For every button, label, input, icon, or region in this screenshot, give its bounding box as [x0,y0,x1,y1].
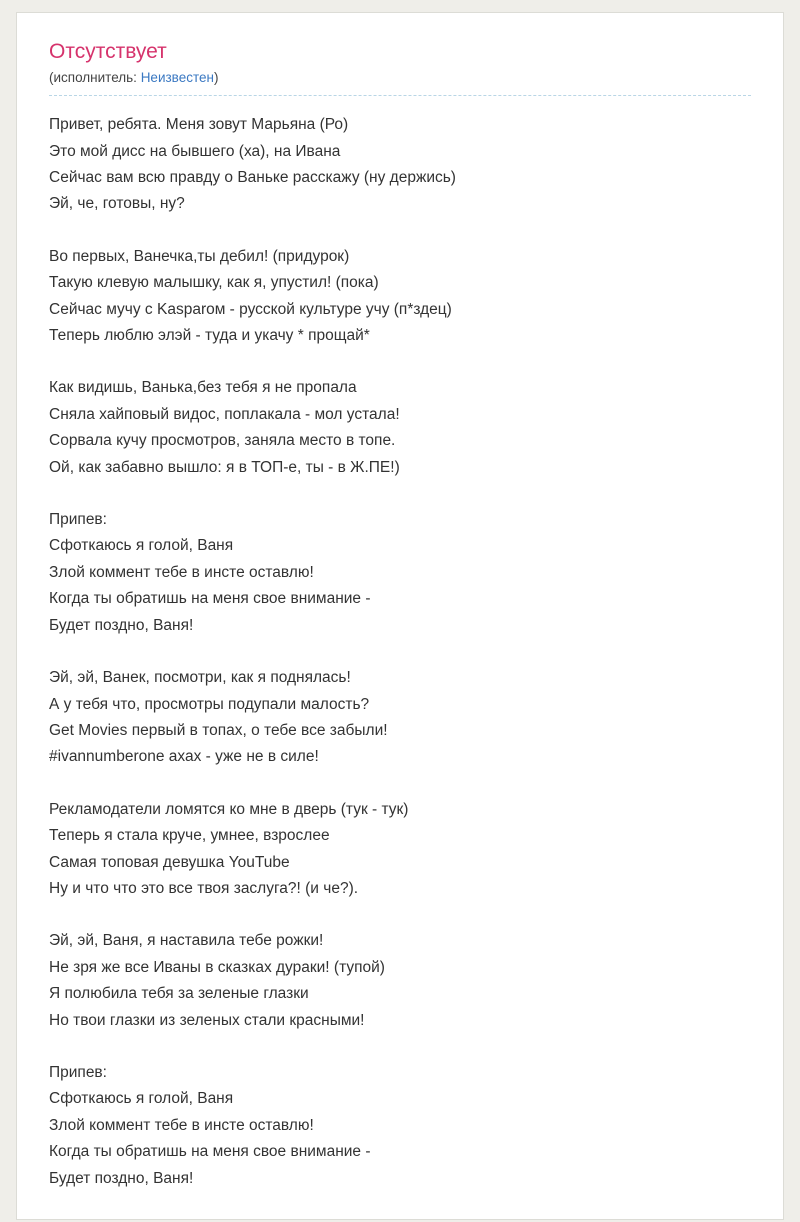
lyrics-line: Как видишь, Ванька,без тебя я не пропала [49,379,357,397]
artist-line [49,70,751,96]
lyrics-line: Сфоткаюсь я голой, Ваня [49,537,234,555]
lyrics-line: Ой, как забавно вышло: я в ТОП-е, ты - в Ж.ПЕ!) [49,458,400,476]
lyrics-line: Самая топовая девушка YouTube [49,853,290,871]
lyrics-line: Get Movies первый в топах, о тебе все забыли! [49,721,388,739]
lyrics-line: Припев: [49,1063,107,1081]
lyrics-line: Эй, че, готовы, ну? [49,195,185,213]
lyrics-line: Припев: [49,511,107,529]
lyrics-line: Рекламодатели ломятся ко мне в дверь (тук - тук) [49,800,409,818]
lyrics-line: Сорвала кучу просмотров, заняла место в топе. [49,432,396,450]
lyrics-line: Эй, эй, Ванек, посмотри, как я поднялась! [49,669,351,687]
lyrics-line: Теперь люблю элэй - туда и укачу * прощай* [49,327,370,345]
lyrics-line: Сейчас вам всю правду о Ваньке расскажу (ну держись) [49,169,456,186]
lyrics-line: Сейчас мучу с Kasparом - русской культуре учу (п*здец) [49,300,452,318]
page-title: Отсутствует [49,40,167,63]
lyrics-line: Это мой дисс на бывшего (ха), на Ивана [49,142,341,160]
lyrics-line: Теперь я стала круче, умнее, взрослее [49,827,330,845]
lyrics-stanza [49,928,751,1034]
lyrics-line: Во первых, Ванечка,ты дебил! (придурок) [49,247,350,265]
lyrics-line: Когда ты обратишь на меня свое внимание - [49,1143,371,1161]
lyrics-stanza [49,797,751,903]
lyrics-body [49,112,751,1192]
artist-label-prefix: (исполнитель: [49,70,141,86]
lyrics-line: А у тебя что, просмотры подупали малость? [49,695,370,713]
lyrics-line: Сфоткаюсь я голой, Ваня [49,1090,234,1108]
lyrics-stanza [49,665,751,771]
lyrics-line: Будет поздно, Ваня! [49,616,194,634]
lyrics-sheet [16,12,784,1220]
lyrics-line: Такую клевую малышку, как я, упустил! (пока) [49,274,379,292]
lyrics-line: Не зря же все Иваны в сказках дураки! (тупой) [49,958,385,976]
lyrics-line: Я полюбила тебя за зеленые глазки [49,985,309,1003]
lyrics-line: Злой коммент тебе в инсте оставлю! [49,1116,314,1134]
lyrics-line: #ivannumberone ахах - уже не в силе! [49,748,319,766]
lyrics-line: Но твои глазки из зеленых стали красными! [49,1011,365,1029]
lyrics-line: Эй, эй, Ваня, я наставила тебе рожки! [49,932,324,950]
artist-link[interactable]: Неизвестен [140,70,214,86]
lyrics-line: Привет, ребята. Меня зовут Марьяна (Ро) [49,116,349,134]
lyrics-stanza [49,507,751,639]
lyrics-line: Ну и что что это все твоя заслуга?! (и че?). [49,879,359,897]
artist-label-suffix: ) [213,70,219,86]
lyrics-line: Когда ты обратишь на меня свое внимание - [49,590,371,608]
lyrics-line: Злой коммент тебе в инсте оставлю! [49,563,314,581]
lyrics-line: Сняла хайповый видос, поплакала - мол устала! [49,405,400,423]
lyrics-stanza [49,1060,751,1192]
lyrics-stanza [49,375,751,481]
lyrics-line: Будет поздно, Ваня! [49,1169,194,1187]
lyrics-stanza [49,112,751,218]
lyrics-stanza [49,244,751,350]
